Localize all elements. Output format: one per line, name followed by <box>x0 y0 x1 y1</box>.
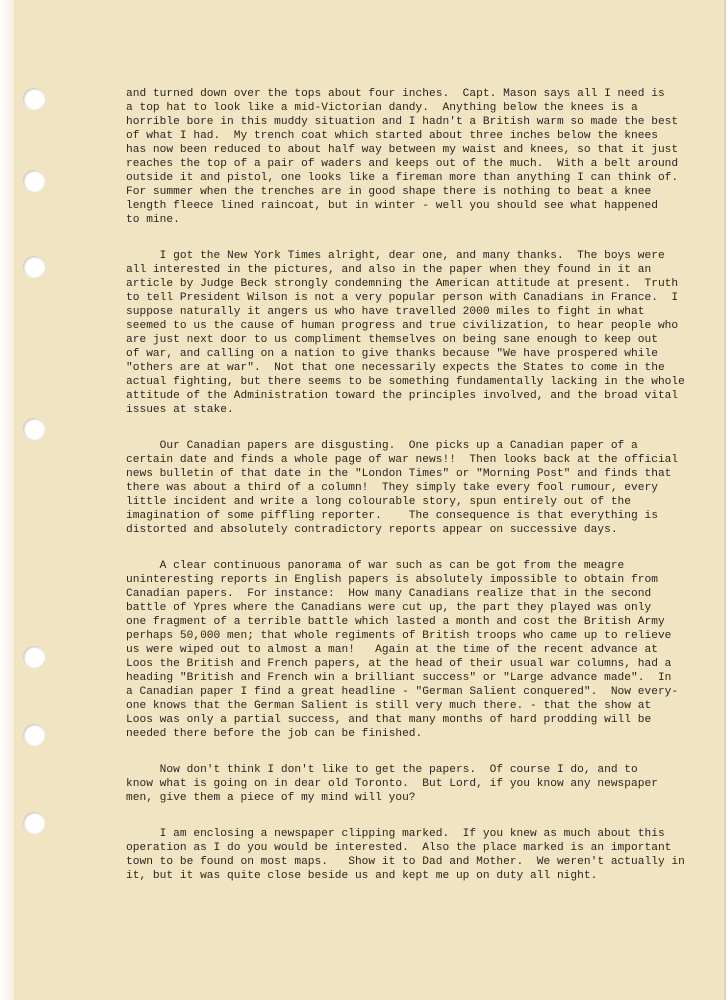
text-line: one knows that the German Salient is still very much there. - that the show at <box>126 700 652 712</box>
text-line: perhaps 50,000 men; that whole regiments of British troops who came up to relieve <box>126 630 672 642</box>
text-line: article by Judge Beck strongly condemning the American attitude at present. Truth <box>126 278 679 290</box>
binder-hole <box>23 170 45 192</box>
text-line: news bulletin of that date in the "London Times" or "Morning Post" and finds that <box>126 468 672 480</box>
text-line: suppose naturally it angers us who have travelled 2000 miles to fight in what <box>126 306 645 318</box>
text-line: are just next door to us compliment themselves on being sane enough to keep out <box>126 334 658 346</box>
text-line: Our Canadian papers are disgusting. One picks up a Canadian paper of a <box>126 440 638 452</box>
text-line: a Canadian paper I find a great headline - "German Salient conquered". Now every- <box>126 686 679 698</box>
text-line: certain date and finds a whole page of war news!! Then looks back at the official <box>126 454 679 466</box>
text-line: distorted and absolutely contradictory reports appear on successive days. <box>126 524 618 536</box>
text-line: heading "British and French win a brilliant success" or "Large advance made". In <box>126 672 672 684</box>
text-line: it, but it was quite close beside us and kept me up on duty all night. <box>126 870 598 882</box>
paragraph-4 <box>126 559 716 741</box>
text-line: men, give them a piece of my mind will you? <box>126 792 416 804</box>
text-line: know what is going on in dear old Toronto. But Lord, if you know any newspaper <box>126 778 658 790</box>
text-line: seemed to us the cause of human progress and true civilization, to hear people who <box>126 320 679 332</box>
text-line: Loos the British and French papers, at the head of their usual war columns, had a <box>126 658 672 670</box>
paragraph-5 <box>126 763 716 805</box>
text-line: one fragment of a terrible battle which lasted a month and cost the British Army <box>126 616 665 628</box>
text-line: needed there before the job can be finished. <box>126 728 423 740</box>
text-line: us were wiped out to almost a man! Again at the time of the recent advance at <box>126 644 658 656</box>
text-line: I am enclosing a newspaper clipping marked. If you knew as much about this <box>126 828 665 840</box>
text-line: A clear continuous panorama of war such as can be got from the meagre <box>126 560 625 572</box>
text-line: of what I had. My trench coat which started about three inches below the knees <box>126 130 658 142</box>
paragraph-6 <box>126 827 716 883</box>
text-line: For summer when the trenches are in good shape there is nothing to beat a knee <box>126 186 652 198</box>
text-line: uninteresting reports in English papers is absolutely impossible to obtain from <box>126 574 658 586</box>
text-line: Canadian papers. For instance: How many Canadians realize that in the second <box>126 588 652 600</box>
text-line: imagination of some piffling reporter. The consequence is that everything is <box>126 510 658 522</box>
binder-hole <box>23 418 45 440</box>
letter-body <box>126 87 716 905</box>
text-line: there was about a third of a column! They simply take every fool rumour, every <box>126 482 658 494</box>
text-line: I got the New York Times alright, dear one, and many thanks. The boys were <box>126 250 665 262</box>
text-line: reaches the top of a pair of waders and keeps out of the much. With a belt around <box>126 158 679 170</box>
paragraph-3 <box>126 439 716 537</box>
text-line: attitude of the Administration toward the principles involved, and the broad vital <box>126 390 679 402</box>
text-line: and turned down over the tops about four inches. Capt. Mason says all I need is <box>126 88 665 100</box>
text-line: little incident and write a long colourable story, spun entirely out of the <box>126 496 632 508</box>
text-line: a top hat to look like a mid-Victorian dandy. Anything below the knees is a <box>126 102 638 114</box>
binder-hole <box>23 724 45 746</box>
paragraph-2 <box>126 249 716 417</box>
binder-hole <box>23 646 45 668</box>
text-line: outside it and pistol, one looks like a fireman more than anything I can think of. <box>126 172 679 184</box>
text-line: Loos was only a partial success, and that many months of hard prodding will be <box>126 714 652 726</box>
text-line: of war, and calling on a nation to give thanks because "We have prospered while <box>126 348 658 360</box>
text-line: town to be found on most maps. Show it to Dad and Mother. We weren't actually in <box>126 856 685 868</box>
text-line: horrible bore in this muddy situation and I hadn't a British warm so made the best <box>126 116 679 128</box>
text-line: actual fighting, but there seems to be something fundamentally lacking in the whole <box>126 376 685 388</box>
text-line: battle of Ypres where the Canadians were cut up, the part they played was only <box>126 602 652 614</box>
text-line: "others are at war". Not that one necessarily expects the States to come in the <box>126 362 665 374</box>
text-line: to mine. <box>126 214 180 226</box>
text-line: to tell President Wilson is not a very popular person with Canadians in France. I <box>126 292 679 304</box>
text-line: issues at stake. <box>126 404 234 416</box>
binder-hole <box>23 256 45 278</box>
page-edge <box>0 0 14 1000</box>
binder-hole <box>23 88 45 110</box>
text-line: Now don't think I don't like to get the papers. Of course I do, and to <box>126 764 638 776</box>
text-line: has now been reduced to about half way between my waist and knees, so that it just <box>126 144 679 156</box>
text-line: operation as I do you would be interested. Also the place marked is an important <box>126 842 672 854</box>
text-line: all interested in the pictures, and also in the paper when they found in it an <box>126 264 652 276</box>
binder-hole <box>23 812 45 834</box>
text-line: length fleece lined raincoat, but in winter - well you should see what happened <box>126 200 658 212</box>
paragraph-1 <box>126 87 716 227</box>
